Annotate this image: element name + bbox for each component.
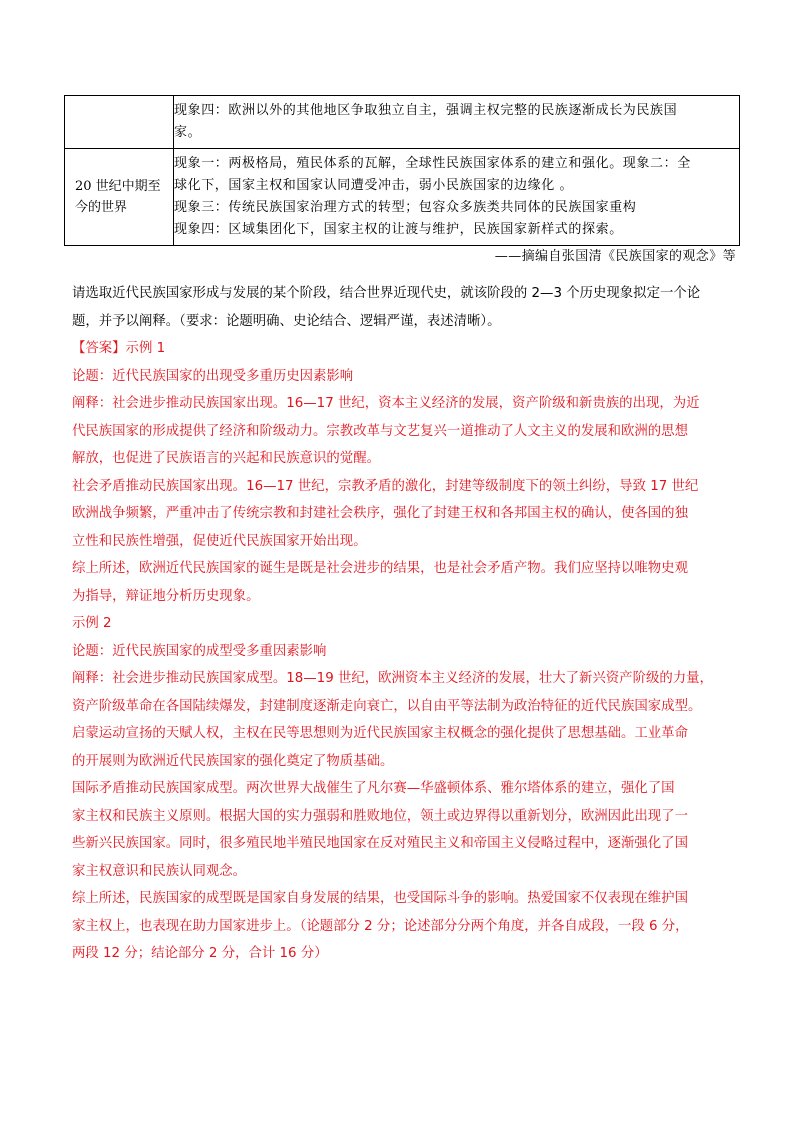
answer-line: 综上所述，欧洲近代民族国家的诞生是既是社会进步的结果，也是社会矛盾产物。我们应坚持以唯物史观 xyxy=(72,561,688,576)
answer-line: 为指导，辩证地分析历史现象。 xyxy=(72,588,260,604)
source-citation: ——摘编自张国清《民族国家的观念》等 xyxy=(494,249,736,264)
question-line: 请选取近代民族国家形成与发展的某个阶段，结合世界近现代史，就该阶段的 2—3 个历史现象拟定一个论 xyxy=(72,286,701,301)
answer-line: 两段 12 分；结论部分 2 分，合计 16 分） xyxy=(72,946,328,961)
phenomena-table xyxy=(64,95,740,246)
phenomenon-line: 现象一：两极格局，殖民体系的瓦解，全球性民族国家体系的建立和强化。现象二：全 xyxy=(174,156,691,171)
answer-line: 阐释：社会进步推动民族国家出现。16—17 世纪，资本主义经济的发展，资产阶级和新贵族的出现，为近 xyxy=(72,396,700,411)
answer-line: 论题：近代民族国家的成型受多重因素影响 xyxy=(72,643,327,659)
era-cell xyxy=(65,96,174,149)
phenomenon-line: 现象四：欧洲以外的其他地区争取独立自主，强调主权完整的民族逐渐成长为民族国 xyxy=(174,103,678,118)
body-text xyxy=(72,280,736,968)
answer-line: 代民族国家的形成提供了经济和阶级动力。宗教改革与文艺复兴一道推动了人文主义的发展和欧洲的思想 xyxy=(72,423,688,439)
answer-line: 国际矛盾推动民族国家成型。两次世界大战催生了凡尔赛—华盛顿体系、雅尔塔体系的建立，强化了国 xyxy=(72,781,675,796)
answer-line: 家主权上，也表现在助力国家进步上。（论题部分 2 分；论述部分分两个角度，并各自成段，一段 6 分， xyxy=(72,918,689,934)
phenomenon-line: 球化下，国家主权和国家认同遭受冲击，弱小民族国家的边缘化 。 xyxy=(174,178,574,193)
answer-line: 立性和民族性增强，促使近代民族国家开始出现。 xyxy=(72,533,367,549)
answer-line: 家主权意识和民族认同观念。 xyxy=(72,863,247,879)
phenomenon-line: 家。 xyxy=(174,125,202,140)
phenomena-cell xyxy=(174,96,740,149)
phenomenon-line: 现象三：传统民族国家治理方式的转型；包容众多族类共同体的民族国家重构 xyxy=(174,200,637,215)
answer-line: 启蒙运动宣扬的天赋人权，主权在民等思想则为近代民族国家主权概念的强化提供了思想基础。工业革命 xyxy=(72,726,688,741)
question-line: 题，并予以阐释。（要求：论题明确、史论结合、逻辑严谨，表述清晰）。 xyxy=(72,313,501,329)
era-label: 今的世界 xyxy=(75,200,128,215)
phenomena-cell xyxy=(174,149,740,246)
answer-line: 论题：近代民族国家的出现受多重历史因素影响 xyxy=(72,368,354,384)
answer-heading: 示例 2 xyxy=(72,616,112,631)
answer-line: 欧洲战争频繁，严重冲击了传统宗教和封建社会秩序，强化了封建王权和各邦国主权的确认，使各国的独 xyxy=(72,506,688,521)
answer-line: 社会矛盾推动民族国家出现。16—17 世纪，宗教矛盾的激化，封建等级制度下的领土纠纷，导致 17 世纪 xyxy=(72,478,699,494)
era-label: 20 世纪中期至 xyxy=(75,179,161,194)
answer-line: 的开展则为欧洲近代民族国家的强化奠定了物质基础。 xyxy=(72,753,394,769)
answer-line: 家主权和民族主义原则。根据大国的实力强弱和胜败地位，领土或边界得以重新划分，欧洲因此出现了一 xyxy=(72,808,688,824)
phenomenon-line: 现象四：区域集团化下，国家主权的让渡与维护，民族国家新样式的探索。 xyxy=(174,222,623,237)
answer-line: 阐释：社会进步推动民族国家成型。18—19 世纪，欧洲资本主义经济的发展，壮大了新兴资产阶级的力量， xyxy=(72,671,713,686)
answer-heading: 【答案】示例 1 xyxy=(72,341,166,356)
answer-line: 资产阶级革命在各国陆续爆发，封建制度逐渐走向衰亡，以自由平等法制为政治特征的近代民族国家成型。 xyxy=(72,698,702,714)
table-row xyxy=(65,149,740,246)
answer-line: 解放，也促进了民族语言的兴起和民族意识的觉醒。 xyxy=(72,451,380,466)
answer-line: 些新兴民族国家。同时，很多殖民地半殖民地国家在反对殖民主义和帝国主义侵略过程中，逐渐强化了国 xyxy=(72,836,688,851)
answer-line: 综上所述，民族国家的成型既是国家自身发展的结果，也受国际斗争的影响。热爱国家不仅表现在维护国 xyxy=(72,891,688,906)
table-row xyxy=(65,96,740,149)
era-cell xyxy=(65,149,174,246)
